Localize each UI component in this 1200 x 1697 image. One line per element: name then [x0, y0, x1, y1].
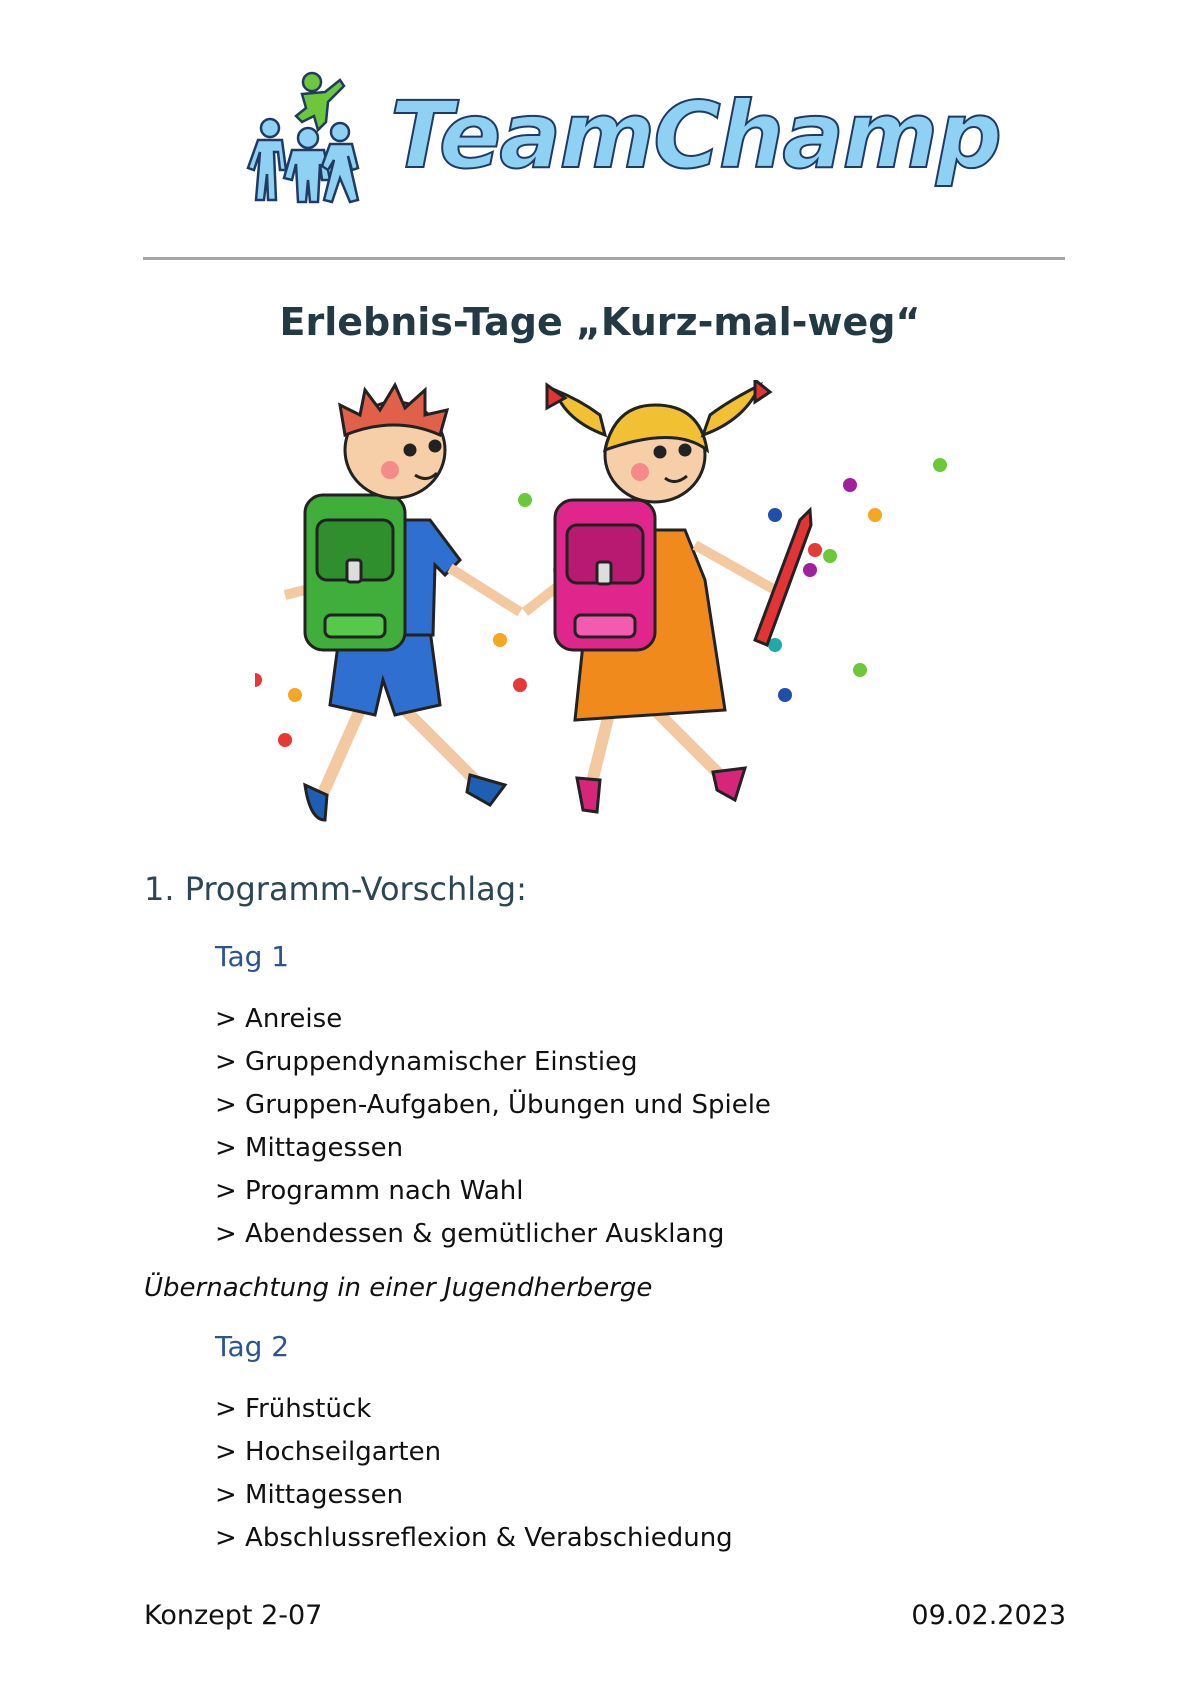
- document-date: 09.02.2023: [911, 1600, 1066, 1631]
- team-figures-icon: [240, 70, 385, 210]
- list-item: > Abendessen & gemütlicher Ausklang: [215, 1219, 725, 1249]
- list-item: > Gruppen-Aufgaben, Übungen und Spiele: [215, 1090, 771, 1120]
- day-1-heading: Tag 1: [215, 940, 290, 973]
- girl-figure: [525, 380, 811, 812]
- day-1-list: [215, 998, 771, 1256]
- logo-text: TeamChamp: [390, 82, 1001, 189]
- overnight-note: Übernachtung in einer Jugendherberge: [144, 1273, 653, 1303]
- list-item: > Hochseilgarten: [215, 1437, 442, 1467]
- list-item: > Frühstück: [215, 1394, 372, 1424]
- list-item: > Gruppendynamischer Einstieg: [215, 1047, 638, 1077]
- section-heading: 1. Programm-Vorschlag:: [144, 870, 527, 908]
- document-id: Konzept 2-07: [144, 1600, 323, 1631]
- day-2-list: [215, 1388, 733, 1560]
- header-divider: [143, 257, 1065, 260]
- page-title: Erlebnis-Tage „Kurz-mal-weg“: [279, 300, 921, 344]
- children-with-backpacks-illustration: [255, 380, 955, 850]
- list-item: > Mittagessen: [215, 1133, 404, 1163]
- list-item: > Mittagessen: [215, 1480, 404, 1510]
- list-item: > Programm nach Wahl: [215, 1176, 524, 1206]
- list-item: > Abschlussreflexion & Verabschiedung: [215, 1523, 733, 1553]
- list-item: > Anreise: [215, 1004, 343, 1034]
- boy-figure: [285, 385, 520, 820]
- day-2-heading: Tag 2: [215, 1330, 290, 1363]
- logo: [240, 70, 1001, 210]
